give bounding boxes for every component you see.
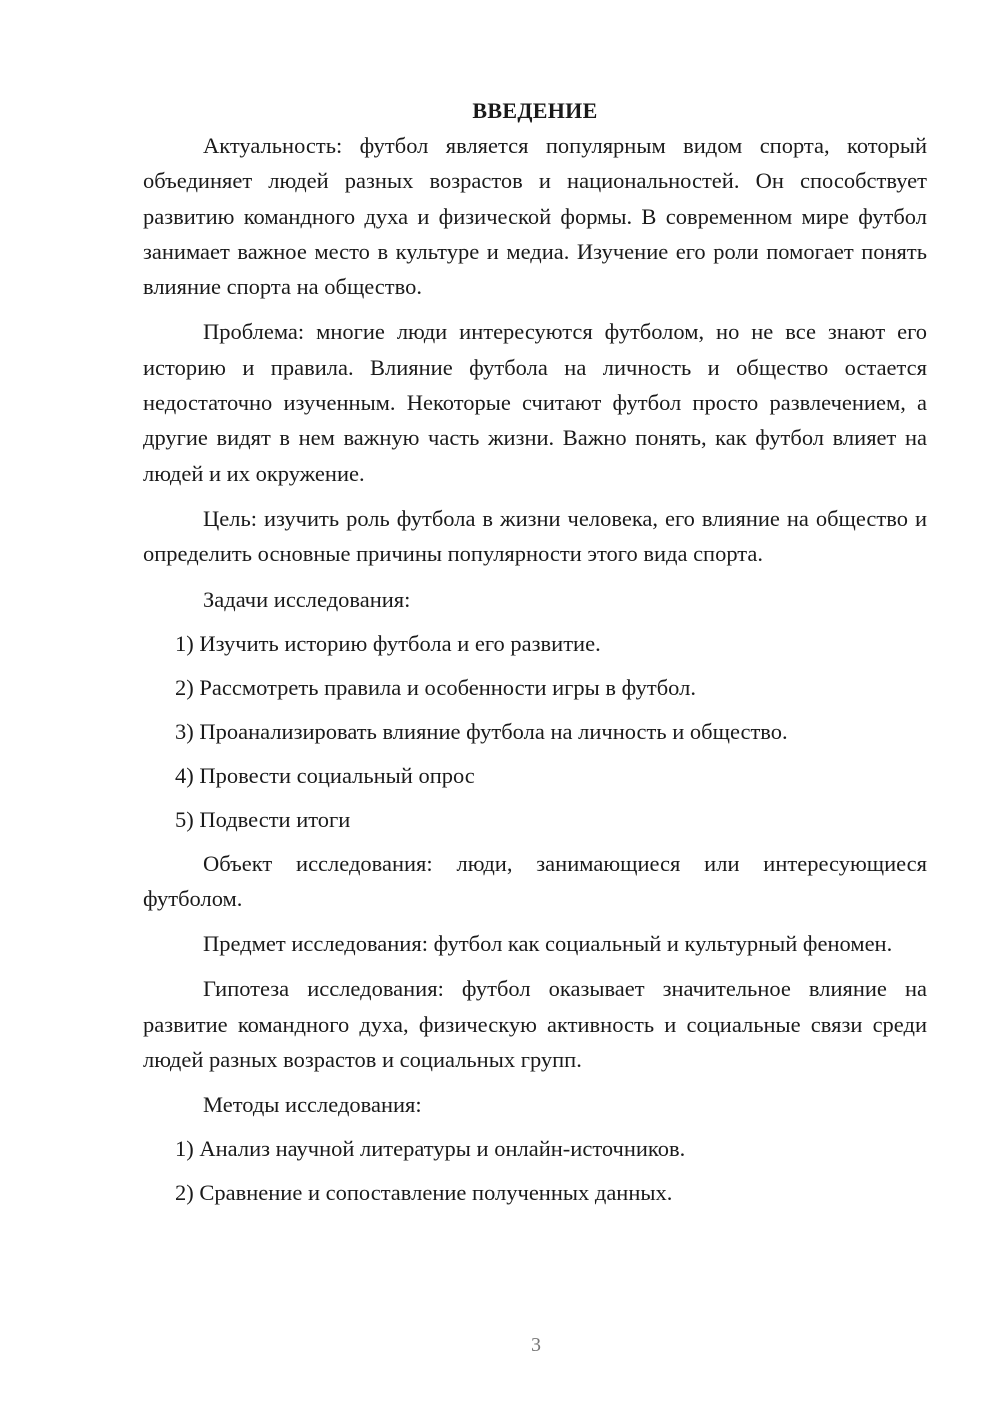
- hypothesis-paragraph: Гипотеза исследования: футбол оказывает значительное влияние на развитие командного духа, физическую активность и социальные связи среди людей разных возрастов и социальных групп.: [143, 976, 927, 1073]
- task-item: 2) Рассмотреть правила и особенности игры в футбол.: [175, 674, 696, 700]
- task-item: 5) Подвести итоги: [175, 806, 351, 832]
- document-page: [143, 94, 927, 1210]
- page-title: ВВЕДЕНИЕ: [472, 98, 598, 123]
- task-item: 4) Провести социальный опрос: [175, 762, 475, 788]
- goal-paragraph: Цель: изучить роль футбола в жизни человека, его влияние на общество и определить основные причины популярности этого вида спорта.: [143, 505, 927, 567]
- method-item: 1) Анализ научной литературы и онлайн-источников.: [175, 1136, 686, 1162]
- methods-title: Методы исследования:: [203, 1092, 422, 1118]
- problem-paragraph: Проблема: многие люди интересуются футболом, но не все знают его историю и правила. Влияние футбола на личность и общество остается недостаточно изученным. Некоторые считают футбол просто развлечением, а другие видят в нем важную часть жизни. Важно понять, как футбол влияет на людей и их окружение.: [143, 319, 927, 486]
- task-item: 1) Изучить историю футбола и его развитие.: [175, 630, 601, 656]
- page-number: 3: [531, 1334, 541, 1356]
- subject-paragraph: Предмет исследования: футбол как социальный и культурный феномен.: [203, 931, 893, 957]
- relevance-paragraph: Актуальность: футбол является популярным видом спорта, который объединяет людей разных возрастов и национальностей. Он способствует развитию командного духа и физической формы. В современном мире футбол занимает важное место в культуре и медиа. Изучение его роли помогает понять влияние спорта на общество.: [143, 133, 927, 300]
- task-item: 3) Проанализировать влияние футбола на личность и общество.: [175, 718, 788, 744]
- object-paragraph: Объект исследования: люди, занимающиеся или интересующиеся футболом.: [143, 850, 927, 911]
- tasks-title: Задачи исследования:: [203, 586, 411, 612]
- method-item: 2) Сравнение и сопоставление полученных данных.: [175, 1180, 673, 1206]
